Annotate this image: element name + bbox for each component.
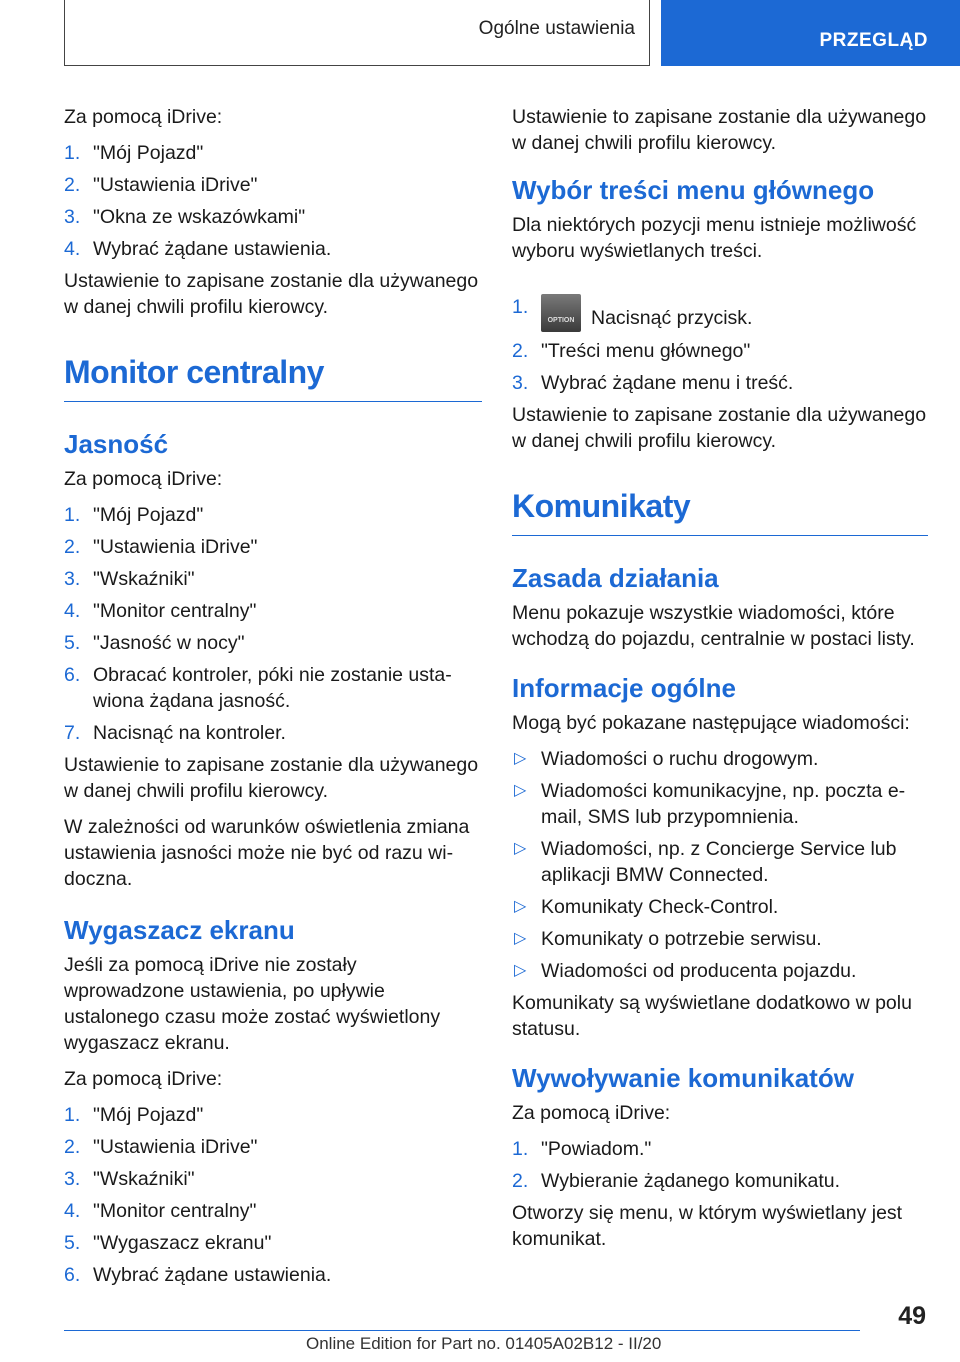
list-item: 2. "Treści menu głównego" [512, 340, 751, 362]
screensaver-steps-list [64, 1102, 482, 1288]
list-item: ▷ Komunikaty o potrzebie serwisu. [514, 928, 822, 950]
top-saved-note: Ustawienie to zapisane zostanie dla używanego w danej chwili profilu kierowcy. [512, 106, 927, 154]
triangle-bullet-icon: ▷ [514, 840, 527, 857]
general-heading: Informacje ogólne [512, 673, 736, 703]
header-tab-label: PRZEGLĄD [819, 30, 928, 51]
triangle-bullet-icon: ▷ [514, 962, 527, 979]
general-text: Mogą być pokazane następujące wiadomości: [512, 712, 910, 734]
general-note: Komunikaty są wyświetlane dodatkowo w polu statusu. [512, 992, 912, 1040]
list-item: 2. "Ustawienia iDrive" [64, 536, 258, 558]
list-item: 3. Wybrać żądane menu i treść. [512, 372, 794, 394]
intro-saved-note: Ustawienie to zapisane zostanie dla używanego w danej chwili profilu kierowcy. [64, 270, 479, 318]
list-item: 3. "Wskaźniki" [64, 1168, 195, 1190]
brightness-heading: Jasność [64, 429, 169, 459]
list-item: 5. "Jasność w nocy" [64, 632, 245, 654]
list-item: 2. "Ustawienia iDrive" [64, 174, 258, 196]
list-item: 3. "Wskaźniki" [64, 568, 195, 590]
principle-heading: Zasada działania [512, 563, 719, 593]
brightness-saved-note: Ustawienie to zapisane zostanie dla używanego w danej chwili profilu kierowcy. [64, 754, 479, 802]
list-item: ▷ Komunikaty Check-Control. [514, 896, 779, 918]
triangle-bullet-icon: ▷ [514, 930, 527, 947]
list-item: 1. "Powiadom." [512, 1138, 652, 1160]
call-heading: Wywoływanie komunikatów [512, 1063, 854, 1093]
header-section-title: Ogólne ustawienia [478, 18, 635, 39]
monitor-heading: Monitor centralny [64, 354, 482, 402]
list-item: 2. "Ustawienia iDrive" [64, 1136, 258, 1158]
list-item: 5. "Wygaszacz ekranu" [64, 1232, 272, 1254]
list-item: 1. "Mój Pojazd" [64, 142, 204, 164]
triangle-bullet-icon: ▷ [514, 898, 527, 915]
option-button-icon: OPTION [541, 294, 581, 332]
intro-idrive: Za pomocą iDrive: [64, 106, 223, 128]
principle-text: Menu pokazuje wszystkie wiadomości, które wchodzą do pojazdu, centralnie w postaci listy. [512, 602, 915, 650]
right-column [512, 104, 928, 1262]
call-idrive: Za pomocą iDrive: [512, 1102, 671, 1124]
left-column [64, 104, 482, 1294]
brightness-steps-list [64, 502, 482, 746]
list-item: 2. Wybieranie żądanego komunikatu. [512, 1170, 841, 1192]
list-item: 7. Nacisnąć na kontroler. [64, 722, 286, 744]
list-item: ▷ Wiadomości od producenta pojazdu. [514, 960, 857, 982]
call-note: Otworzy się menu, w którym wyświetlany jest komunikat. [512, 1202, 903, 1250]
footer-edition: Online Edition for Part no. 01405A02B12 - II/20 [306, 1334, 662, 1353]
screensaver-text: Jeśli za pomocą iDrive nie zostały wprowadzone ustawienia, po upływie ustalonego czasu może zostać wyświetlony wygaszacz ekranu. [64, 954, 441, 1054]
menu-saved-note: Ustawienie to zapisane zostanie dla używanego w danej chwili profilu kierowcy. [512, 404, 927, 452]
messages-heading: Komunikaty [512, 488, 928, 536]
list-item: 6. Wybrać żądane ustawienia. [64, 1264, 332, 1286]
list-item: ▷ Wiadomości komunikacyjne, np. poczta e-mail, SMS lub przypomnienia. [514, 780, 906, 828]
list-item: 6. Obracać kontroler, póki nie zostanie ustawiona żądana jasność. [64, 664, 452, 712]
list-item: 1. "Mój Pojazd" [64, 504, 204, 526]
call-steps-list [512, 1136, 928, 1194]
menu-steps-list [512, 294, 928, 396]
footer-divider [64, 1330, 860, 1331]
list-item: ▷ Wiadomości o ruchu drogowym. [514, 748, 819, 770]
page-number: 49 [898, 1302, 926, 1330]
brightness-idrive: Za pomocą iDrive: [64, 468, 223, 490]
list-item: 3. "Okna ze wskazówkami" [64, 206, 306, 228]
list-item: 4. "Monitor centralny" [64, 1200, 257, 1222]
general-items-list [512, 746, 928, 984]
brightness-note: W zależności od warunków oświetlenia zmiana ustawienia jasności może nie być od razu widoczna. [64, 816, 470, 890]
screensaver-idrive: Za pomocą iDrive: [64, 1068, 223, 1090]
screensaver-heading: Wygaszacz ekranu [64, 915, 295, 945]
list-item: 1. OPTION Nacisnąć przycisk. [512, 294, 928, 332]
list-item: 4. Wybrać żądane ustawienia. [64, 238, 332, 260]
triangle-bullet-icon: ▷ [514, 782, 527, 799]
header-tab-overview[interactable] [661, 0, 960, 66]
menu-text: Dla niektórych pozycji menu istnieje możliwość wyboru wyświetlanych treści. [512, 214, 917, 262]
header-bar [64, 0, 650, 66]
menu-heading: Wybór treści menu głównego [512, 175, 875, 205]
list-item: 1. "Mój Pojazd" [64, 1104, 204, 1126]
triangle-bullet-icon: ▷ [514, 750, 527, 767]
intro-steps-list [64, 140, 482, 262]
list-item: ▷ Wiadomości, np. z Concierge Service lub aplikacji BMW Connected. [514, 838, 897, 886]
list-item: 4. "Monitor centralny" [64, 600, 257, 622]
